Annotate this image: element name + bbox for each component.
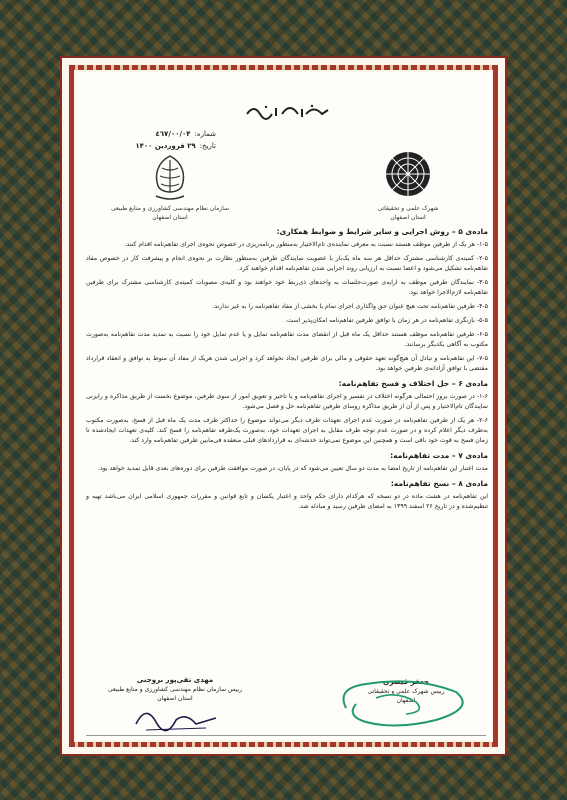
paragraph: ۲-۵- کمیته‌ی کارشناسی مشترک حداقل هر سه ماه یک‌بار با عضویت نمایندگان طرفین به‌منظور نظارت بر نحوه‌ی انجام و پیشرفت کار در خصوص مفاد تفاهم‌نامه تشکیل می‌شود و اعضا نسبت به ارزیابی روند اجرایی شدن تفاهم‌نامه اقدام خواهند کرد. [86, 255, 488, 272]
paragraph: ۷-۵- این تفاهم‌نامه و تبادل آن هیچ‌گونه تعهد حقوقی و مالی برای طرفین ایجاد نخواهد کرد و اجرایی شدن هریک از مفاد آن منوط به توافق و انعقاد قرارداد مقتضی با توافق آزادانه‌ی طرفین خواهد بود. [86, 355, 488, 372]
paragraph: این تفاهم‌نامه در هشت ماده در دو نسخه که هرکدام دارای حکم واحد و اعتبار یکسان و تابع قوانین و مقررات جمهوری اسلامی ایران می‌باشد تهیه و تنظیم‌شده و در تاریخ ۲۶ اسفند ۱۳۹۹ به امضای طرفین رسید و مبادله شد. [86, 493, 488, 510]
date-value: ۲۹ فروردین ۱۴۰۰ [135, 142, 196, 150]
right-org-city: استان اصفهان [390, 214, 426, 221]
section-article-6 [86, 378, 488, 446]
paragraph: مدت اعتبار این تفاهم‌نامه از تاریخ امضا به مدت دو سال تعیین می‌شود که در پایان، در صورت موافقت طرفین برای دوره‌های بعدی قابل تمدید خواهد بود. [97, 465, 488, 472]
right-signer-city: اصفهان [396, 697, 416, 704]
document-body [86, 224, 488, 516]
number-label: شماره: [194, 130, 216, 138]
document-page [60, 56, 507, 756]
paper-area [76, 72, 491, 740]
document-meta [106, 128, 216, 152]
science-park-logo-icon [382, 148, 434, 200]
calligraphy-heading-icon [242, 100, 332, 122]
paragraph: ۱-۵- هر یک از طرفین موظف هستند نسبت به معرفی نماینده‌ی تام‌الاختیار به‌منظور برنامه‌ریزی در خصوص نحوه‌ی اجرای تفاهم‌نامه اقدام کنند. [124, 241, 488, 248]
left-signer-name: مهدی تقی‌پور بروجنی [136, 676, 214, 684]
left-org-name: سازمان نظام مهندسی کشاورزی و منابع طبیعی [110, 205, 230, 212]
date-label: تاریخ: [199, 142, 216, 150]
left-org-city: استان اصفهان [152, 214, 188, 221]
section-title: ماده‌ی ۷ – مدت تفاهم‌نامه: [390, 451, 488, 460]
paragraph: ۵-۵- بازنگری تفاهم‌نامه در هر زمان با توافق طرفین تفاهم‌نامه امکان‌پذیر است. [285, 317, 488, 324]
section-title: ماده‌ی ۸ – نسخ تفاهم‌نامه: [390, 479, 488, 488]
number-value: ۰۴/٤٦۷/۰۰ [155, 130, 191, 138]
section-title: ماده‌ی ۶ – حل اختلاف و فسخ تفاهم‌نامه: [338, 379, 488, 388]
right-org-caption [338, 204, 478, 222]
paragraph: ۳-۵- نمایندگان طرفین موظف به ارایه‌ی صورت‌جلسات به واحدهای ذی‌ربط خود خواهند بود و کلیه‌ی مصوبات کمیته‌ی کارشناسی مشترک برای طرفین تفاهم‌نامه لازم‌الاجرا خواهد بود. [86, 279, 488, 296]
right-org-name: شهرک علمی و تحقیقاتی [377, 205, 439, 212]
section-article-5 [86, 226, 488, 374]
right-signer-name: جعفر قیصری [383, 678, 429, 686]
section-title: ماده‌ی ۵ – روش اجرایی و سایر شرایط و ضوابط همکاری: [276, 227, 488, 236]
paragraph: ۲-۶- هر یک از طرفین تفاهم‌نامه در صورت عدم اجرای تعهدات طرف دیگر می‌تواند موضوع را حداکثر ظرف مدت یک ماه قبل از فسخ، به‌صورت مکتوب به‌طرف دیگر اعلام کرده و در صورت عدم توجه طرف مقابل به اجرای تعهدات خود، به‌صورت یک‌طرفه تفاهم‌نامه را فسخ کند. کلیه‌ی تعهدات ایجادشده تا زمان فسخ به قوت خود باقی است و همچنین این موضوع نمی‌تواند خدشه‌ای به قراردادهای قبلی منعقده فی‌مابین طرفین تفاهم‌نامه وارد کند. [86, 417, 488, 444]
section-article-7 [86, 450, 488, 474]
left-signer-title: رییس سازمان نظام مهندسی کشاورزی و منابع طبیعی [107, 686, 242, 693]
right-signer-title: رییس شهرک علمی و تحقیقاتی [367, 688, 445, 695]
footer-rule [86, 735, 486, 737]
paragraph: ۴-۵- طرفین تفاهم‌نامه تحت هیچ عنوان حق واگذاری اجرای تمام یا بخشی از مفاد تفاهم‌نامه را به غیر ندارند. [212, 303, 488, 310]
paragraph: ۶-۵- طرفین تفاهم‌نامه موظف هستند حداقل یک ماه قبل از انقضای مدت تفاهم‌نامه تمایل و یا عدم تمایل خود را نسبت به تمدید مدت تفاهم‌نامه به‌صورت مکتوب به آگاهی یکدیگر برسانند. [86, 331, 488, 348]
section-article-8 [86, 478, 488, 512]
left-org-caption [90, 204, 250, 222]
paragraph: ۱-۶- در صورت بروز احتمالی هرگونه اختلاف در تفسیر و اجرای تفاهم‌نامه و یا تاخیر و تعویق امور از سوی طرفین، موضوع نخست از طریق مذاکره و رایزنی نمایندگان تام‌الاختیار و پس از آن از طریق مذاکره روسای طرفین تفاهم‌نامه حل و فصل می‌شود. [86, 393, 488, 410]
left-signer-city: استان اصفهان [157, 695, 193, 702]
agriculture-org-logo-icon [148, 152, 192, 202]
left-signature-icon [126, 694, 226, 738]
right-signature-icon [326, 668, 476, 738]
